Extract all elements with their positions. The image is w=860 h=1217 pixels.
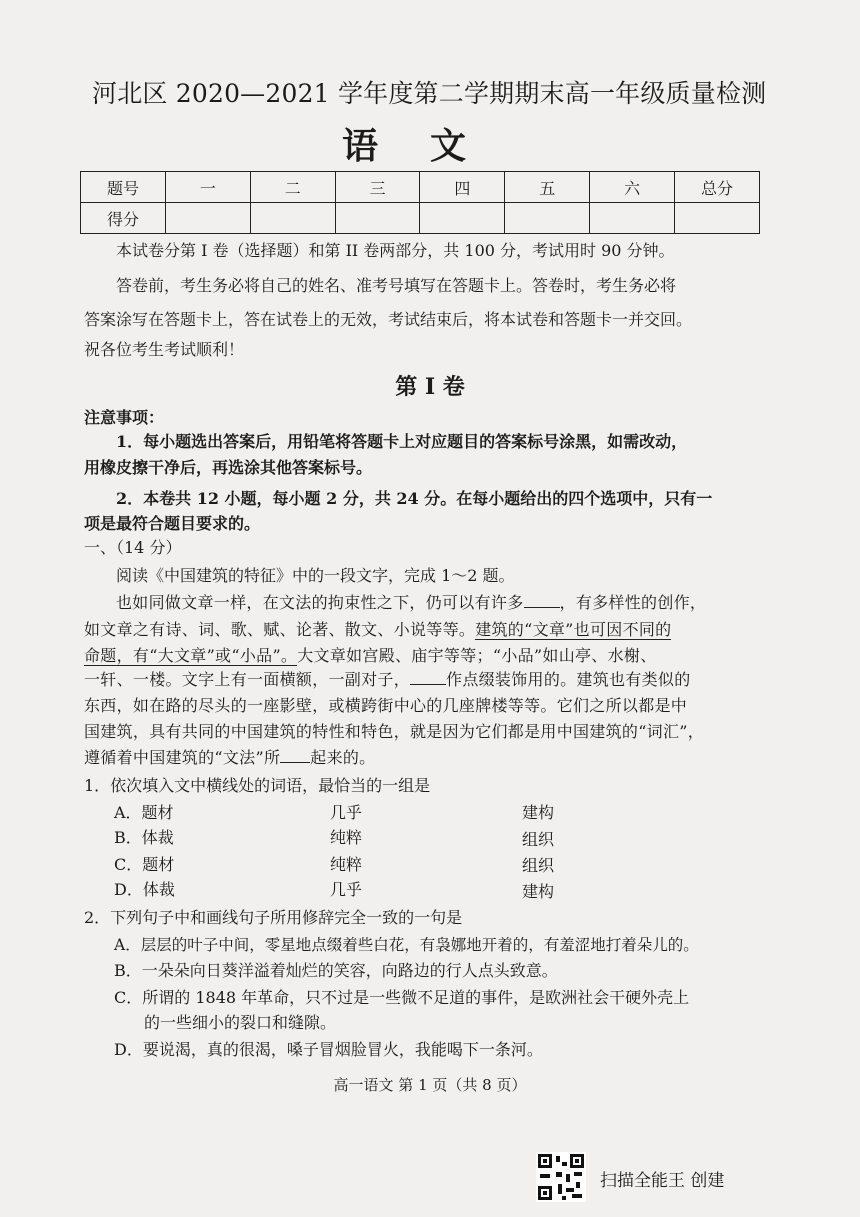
- passage-line: [84, 620, 764, 640]
- score-cell: 三: [335, 172, 420, 203]
- score-cell: 总分: [675, 172, 760, 203]
- q2-option-d: D．要说渴，真的很渴，嗓子冒烟脸冒火，我能喝下一条河。: [114, 1040, 543, 1059]
- score-cell: 得分: [81, 203, 166, 234]
- score-table: [80, 171, 760, 234]
- passage-line: 东西，如在路的尽头的一座影壁，或横跨街中心的几座牌楼等等。它们之所以都是中: [84, 696, 688, 715]
- q1-option-c-label: C．题材: [114, 855, 175, 874]
- q2-option-a: A．层层的叶子中间，零星地点缀着些白花，有袅娜地开着的，有羞涩地打着朵儿的。: [114, 936, 699, 954]
- question-2-stem: 2．下列句子中和画线句子所用修辞完全一致的一句是: [84, 908, 463, 927]
- passage-line: [84, 646, 764, 666]
- q1-option-b-label: B．体裁: [114, 828, 174, 847]
- reading-instruction: 阅读《中国建筑的特征》中的一段文字，完成 1～2 题。: [116, 566, 515, 585]
- passage-text: 大文章如宫殿、庙宇等等；“小品”如山亭、水榭、: [297, 646, 657, 665]
- q1-option-d-word1: 几乎: [330, 880, 363, 899]
- notice-item: 1．每小题选出答案后，用铅笔将答题卡上对应题目的答案标号涂黑，如需改动，: [116, 432, 688, 451]
- score-blank-cell: [675, 203, 760, 234]
- score-blank-cell: [590, 203, 675, 234]
- passage-text: 如文章之有诗、词、歌、赋、论著、散文、小说等等。: [84, 620, 476, 639]
- q1-option-a-word2: 建构: [522, 803, 555, 822]
- passage-text: 起来的。: [310, 748, 376, 767]
- intro-line: 本试卷分第 I 卷（选择题）和第 II 卷两部分，共 100 分，考试用时 90 分钟。: [116, 241, 675, 260]
- answer-blank-3: [280, 748, 310, 763]
- q1-option-c-word1: 纯粹: [330, 855, 363, 874]
- q1-option-d-word2: 建构: [522, 882, 555, 901]
- score-cell: 一: [166, 172, 251, 203]
- page-footer: 高一语文 第 1 页（共 8 页）: [333, 1076, 527, 1094]
- q1-option-c-word2: 组织: [522, 856, 555, 875]
- q1-option-a-word1: 几乎: [330, 803, 363, 822]
- q1-option-a-label: A．题材: [114, 803, 174, 822]
- q1-option-b-word1: 纯粹: [330, 828, 363, 847]
- score-cell: 二: [250, 172, 335, 203]
- passage-line: [84, 593, 796, 613]
- exam-title: 河北区 2020—2021 学年度第二学期期末高一年级质量检测: [92, 79, 767, 108]
- score-cell: 五: [505, 172, 590, 203]
- notice-item: 项是最符合题目要求的。: [84, 514, 261, 533]
- part-one-label: 一、（14 分）: [84, 538, 182, 557]
- q1-option-b-word2: 组织: [522, 830, 555, 849]
- score-blank-cell: [505, 203, 590, 234]
- notice-item: 用橡皮擦干净后，再选涂其他答案标号。: [84, 458, 373, 477]
- q2-option-c: C．所谓的 1848 年革命，只不过是一些微不足道的事件，是欧洲社会干硬外壳上: [114, 988, 690, 1007]
- intro-line: 答案涂写在答题卡上，答在试卷上的无效，考试结束后，将本试卷和答题卡一并交回。: [84, 310, 693, 329]
- intro-line: 答卷前，考生务必将自己的姓名、准考号填写在答题卡上。答卷时，考生务必将: [116, 276, 677, 295]
- passage-text: 一轩、一楼。文字上有一面横额，一副对子，: [84, 670, 411, 689]
- passage-line: [84, 748, 764, 768]
- notice-item: 2．本卷共 12 小题，每小题 2 分，共 24 分。在每小题给出的四个选项中，只有一: [116, 489, 713, 508]
- score-cell: 四: [420, 172, 505, 203]
- score-cell: 六: [590, 172, 675, 203]
- passage-line: 国建筑，具有共同的中国建筑的特性和特色，就是因为它们都是用中国建筑的“词汇”，: [84, 722, 705, 741]
- q1-option-d-label: D．体裁: [114, 880, 175, 899]
- scanner-watermark: 扫描全能王 创建: [600, 1171, 725, 1191]
- passage-text: 遵循着中国建筑的“文法”所: [84, 748, 281, 767]
- score-blank-cell: [420, 203, 505, 234]
- underlined-sentence: 建筑的“文章”也可因不同的: [475, 620, 672, 639]
- intro-line: 祝各位考生考试顺利！: [84, 340, 245, 359]
- subject-title: 语文: [341, 125, 518, 167]
- answer-blank-2: [410, 670, 446, 685]
- passage-line: [84, 670, 764, 690]
- section-title: 第 I 卷: [395, 374, 465, 400]
- passage-text: ，有多样性的创作，: [559, 593, 707, 612]
- notice-heading: 注意事项：: [84, 408, 165, 427]
- score-blank-cell: [250, 203, 335, 234]
- answer-blank-1: [524, 593, 560, 608]
- score-cell: 题号: [81, 172, 166, 203]
- underlined-sentence: 命题，有“大文章”或“小品”。: [84, 646, 298, 665]
- score-table-header-row: [81, 172, 760, 203]
- qr-code-icon: [536, 1152, 586, 1202]
- score-blank-cell: [166, 203, 251, 234]
- passage-text: 也如同做文章一样，在文法的拘束性之下，仍可以有许多: [116, 593, 524, 612]
- score-blank-cell: [335, 203, 420, 234]
- passage-text: 作点缀装饰用的。建筑也有类似的: [446, 670, 691, 689]
- q2-option-b: B．一朵朵向日葵洋溢着灿烂的笑容，向路边的行人点头致意。: [114, 961, 558, 980]
- question-1-stem: 1．依次填入文中横线处的词语，最恰当的一组是: [84, 776, 431, 795]
- q2-option-c-cont: 的一些细小的裂口和缝隙。: [144, 1013, 337, 1032]
- score-table-score-row: [81, 203, 760, 234]
